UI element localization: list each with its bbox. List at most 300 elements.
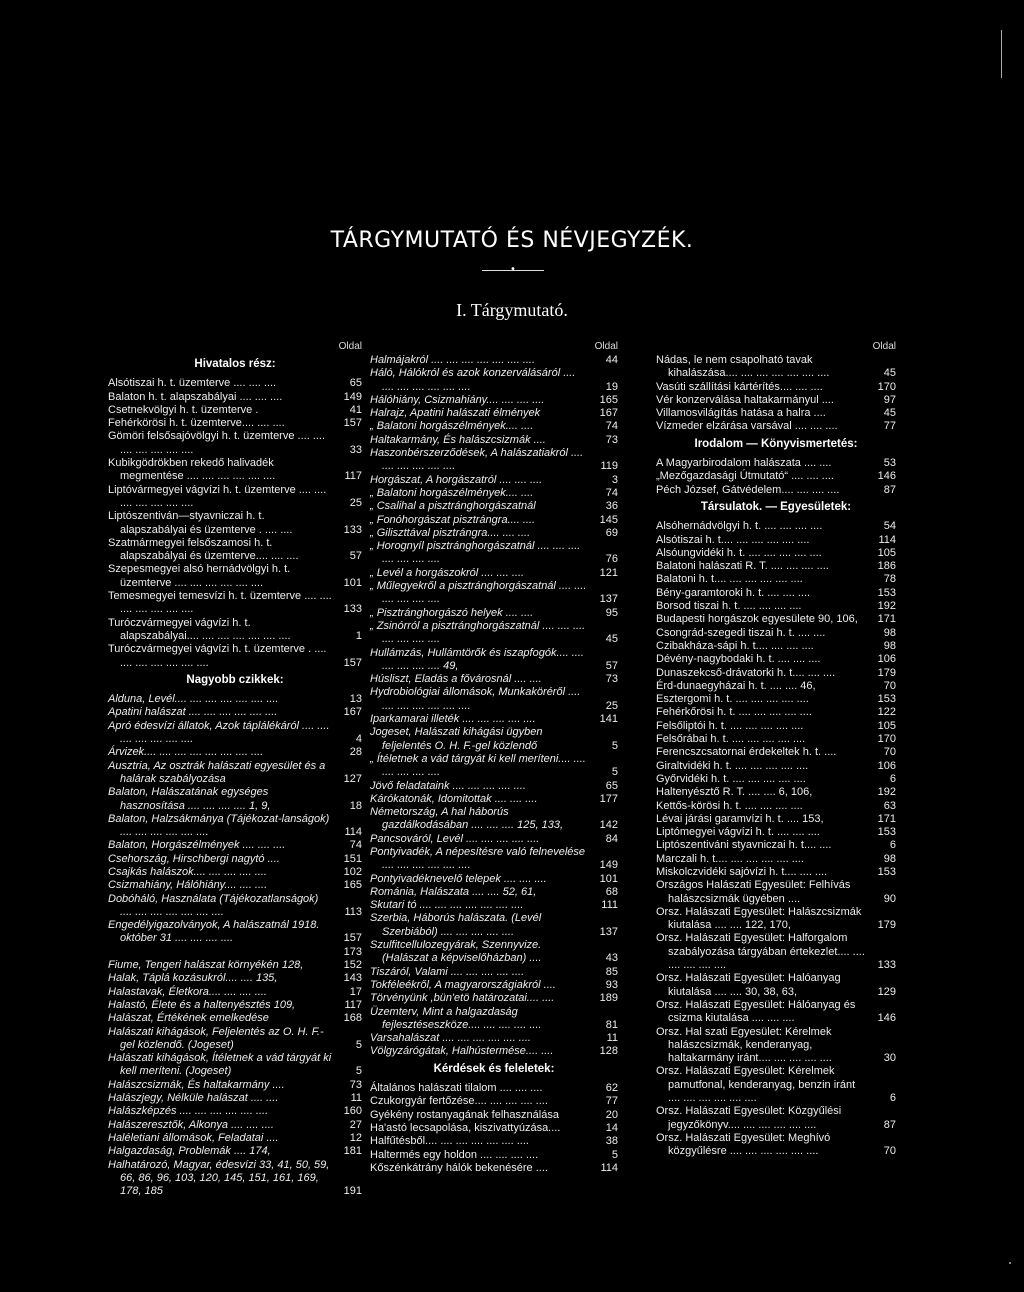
- index-entry: [370, 886, 618, 899]
- entry-page: 65: [349, 377, 362, 390]
- entry-page: 160: [343, 1105, 362, 1118]
- entry-page: 76: [605, 553, 618, 566]
- section-heading: Irodalom — Könyvismertetés:: [694, 437, 858, 450]
- entry-page: 105: [877, 546, 896, 559]
- entry-page: 6: [889, 1092, 896, 1105]
- index-entry: [108, 377, 362, 390]
- index-entry: [108, 391, 362, 404]
- entry-text: Orsz. Halászati Egyesület: Hálóanyag és csizma kiutalása .... .... ....: [656, 998, 856, 1025]
- page-title: TÁRGYMUTATÓ ÉS NÉVJEGYZÉK.: [330, 228, 694, 253]
- scan-edge-line: [1001, 30, 1002, 78]
- index-entry: [656, 706, 896, 719]
- entry-page: 181: [343, 1145, 362, 1158]
- entry-text: Románia, Halászata .... .... 52, 61,: [370, 885, 537, 898]
- entry-page: 153: [877, 693, 896, 706]
- entry-page: 151: [343, 852, 362, 865]
- index-entry: [656, 1065, 896, 1105]
- index-entry: [370, 966, 618, 979]
- index-entry: [108, 1012, 362, 1025]
- index-entry: [656, 932, 896, 972]
- index-entry: [108, 617, 362, 644]
- entry-page: 192: [877, 600, 896, 613]
- index-entry: [108, 510, 362, 537]
- entry-text: Vízmeder elzárása varsával .... .... ....: [656, 420, 838, 433]
- entry-text: „ Zsinórról a pisztránghorgászatnál .... .... .... .... .... .... ....: [370, 619, 586, 646]
- entry-page: 98: [883, 639, 896, 652]
- index-entry: [370, 407, 618, 420]
- index-entry: [370, 487, 618, 500]
- index-entry: [108, 1159, 362, 1199]
- entry-page: 69: [605, 526, 618, 539]
- entry-page: 45: [883, 367, 896, 380]
- entry-page: 137: [599, 925, 618, 938]
- entry-page: 122: [877, 706, 896, 719]
- entry-text: Haltermés egy holdon .... .... .... ....: [370, 1148, 539, 1161]
- entry-page: 77: [605, 1095, 618, 1108]
- entry-text: Ha'astó lecsapolása, kiszivattyúzása....: [370, 1121, 561, 1134]
- entry-text: Győrvidéki h. t. .... .... .... .... ....: [656, 772, 806, 785]
- index-entry: [370, 1006, 618, 1033]
- index-entry: [108, 999, 362, 1012]
- entry-text: Alsótiszai h. t. üzemterve .... .... ....: [108, 377, 277, 390]
- entry-page: 74: [605, 420, 618, 433]
- index-entry: [370, 912, 618, 939]
- entry-page: 11: [350, 1092, 362, 1105]
- index-entry: [370, 1162, 618, 1175]
- entry-page: 97: [883, 393, 896, 406]
- index-entry: [370, 1149, 618, 1162]
- index-entry: [656, 394, 896, 407]
- entry-text: Halászeresztők, Alkonya .... .... ....: [108, 1118, 274, 1131]
- entry-text: Csongrád-szegedi tiszai h. t. .... ....: [656, 626, 826, 639]
- entry-text: Orsz. Halászati Egyesület: Meghívó közgyűlésre .... .... .... .... .... ....: [656, 1131, 831, 1158]
- index-entry: [108, 866, 362, 879]
- entry-page: 81: [605, 1018, 618, 1031]
- entry-text: „ Giliszttával pisztrángra.... .... ....: [370, 526, 531, 539]
- entry-text: Országos Halászati Egyesület: Felhívás halászcsizmák ügyében ....: [656, 879, 851, 905]
- entry-page: 1: [355, 629, 362, 642]
- index-entry: [656, 853, 896, 866]
- entry-page: 28: [349, 746, 362, 759]
- entry-page: 170: [877, 380, 896, 393]
- index-entry: [108, 1145, 362, 1158]
- index-entry: [656, 972, 896, 999]
- entry-page: 5: [355, 1038, 362, 1051]
- index-entry: [656, 560, 896, 573]
- entry-page: 157: [343, 656, 362, 669]
- entry-page: 5: [611, 1148, 618, 1161]
- entry-page: 171: [877, 613, 896, 626]
- entry-page: 57: [349, 550, 362, 563]
- index-entry: [108, 946, 362, 959]
- entry-page: 101: [343, 576, 362, 589]
- entry-text: Kubikgödrökben rekedő halivadék megmentése .... .... .... .... .... ....: [108, 457, 276, 483]
- entry-page: 102: [343, 865, 362, 878]
- index-entry: [656, 720, 896, 733]
- entry-text: Balaton h. t. alapszabályai .... .... ....: [108, 390, 283, 403]
- index-entry: [656, 813, 896, 826]
- section-heading: Kérdések és feleletek:: [433, 1062, 555, 1075]
- entry-page: 165: [343, 879, 362, 892]
- index-entry: [108, 1132, 362, 1145]
- entry-page: 33: [349, 443, 362, 456]
- index-entry: [656, 457, 896, 470]
- section-heading: Hivatalos rész:: [194, 358, 276, 370]
- entry-text: Hálóhiány, Csizmahiány.... .... .... ....: [370, 393, 545, 406]
- index-entry: [370, 1135, 618, 1148]
- entry-page: 133: [343, 523, 362, 536]
- entry-page: 3: [611, 473, 618, 486]
- index-entry: [370, 833, 618, 846]
- entry-page: 90: [883, 892, 896, 905]
- index-entry: [656, 879, 896, 906]
- index-entry: [108, 853, 362, 866]
- index-entry: [656, 1132, 896, 1159]
- entry-page: 133: [343, 603, 362, 616]
- index-entry: [370, 367, 618, 394]
- entry-page: 167: [343, 706, 362, 719]
- entry-page: 153: [877, 586, 896, 599]
- entry-text: Liptómegyei vágvízi h. t. .... .... ....: [656, 826, 820, 839]
- index-entry: [108, 563, 362, 590]
- entry-text: Czukorgyár fertőzése.... .... .... .... ....: [370, 1095, 548, 1108]
- entry-page: 171: [877, 812, 896, 825]
- index-entry: [108, 813, 362, 840]
- entry-page: 149: [599, 859, 618, 872]
- entry-page: 133: [877, 959, 896, 972]
- entry-text: Czibakháza-sápi h. t.... .... .... ....: [656, 639, 814, 652]
- entry-page: 20: [605, 1108, 618, 1121]
- entry-page: 43: [605, 952, 618, 965]
- index-entry: [656, 420, 896, 433]
- index-entry: [656, 1026, 896, 1066]
- entry-page: 78: [883, 573, 896, 586]
- section-heading: Nagyobb czikkek:: [186, 673, 284, 686]
- entry-text: Hydrobiológiai állomások, Munkaköréről .... .... .... .... .... .... ....: [370, 686, 581, 712]
- entry-page: 18: [349, 799, 362, 812]
- index-entry: [370, 1109, 618, 1122]
- index-entry: [108, 1026, 362, 1053]
- index-entry: [370, 580, 618, 607]
- entry-text: Fiume, Tengeri halászat környékén 128,: [108, 959, 304, 972]
- entry-text: Érd-dunaegyházai h. t. .... .... 46,: [656, 679, 816, 692]
- index-entry: [108, 1105, 362, 1118]
- entry-page: 146: [877, 1012, 896, 1025]
- column-header: Oldal: [872, 341, 896, 352]
- entry-page: 73: [605, 673, 618, 686]
- entry-page: 93: [605, 978, 618, 991]
- entry-text: Engedélyigazolványok, A halászatnál 1918. október 31 .... .... .... ....: [108, 919, 320, 945]
- entry-text: Dobóháló, Használata (Tájékozatlanságok) .... .... .... .... .... .... ....: [108, 892, 319, 918]
- entry-page: 5: [611, 766, 618, 779]
- entry-text: Halastavak, Életkora.... .... .... ....: [108, 985, 267, 998]
- entry-text: Alsóungvidéki h. t. .... .... .... .... ....: [656, 546, 822, 559]
- entry-text: Kárókatonák, Idomitottak .... .... ....: [370, 792, 538, 805]
- entry-page: 106: [877, 759, 896, 772]
- index-entry: [370, 793, 618, 806]
- index-entry: [108, 760, 362, 787]
- index-entry: [108, 537, 362, 564]
- entry-page: 117: [344, 470, 362, 483]
- index-entry: [656, 866, 896, 879]
- entry-text: Varsahalászat .... .... .... .... .... ....: [370, 1032, 531, 1045]
- entry-text: Szatmármegyei felsőszamosi h. t. alapszabályai és üzemterve.... .... ....: [108, 536, 299, 563]
- entry-page: 11: [606, 1032, 618, 1045]
- entry-page: 13: [349, 693, 362, 706]
- title-ornament: •: [510, 264, 516, 275]
- entry-page: 141: [599, 713, 618, 726]
- index-entry: [370, 899, 618, 912]
- index-entry: [108, 879, 362, 892]
- entry-text: Villamosvilágítás hatása a halra ....: [656, 407, 826, 420]
- entry-page: 65: [605, 779, 618, 792]
- index-column-3: [656, 340, 896, 1159]
- entry-page: 153: [877, 826, 896, 839]
- entry-text: Alsóhernádvölgyi h. t. .... .... .... ....: [656, 520, 823, 533]
- entry-text: Halászképzés .... .... .... .... .... ....: [108, 1105, 269, 1118]
- index-entry: [108, 693, 362, 706]
- entry-page: 17: [349, 985, 362, 998]
- index-entry: [370, 992, 618, 1005]
- entry-page: 4: [355, 733, 362, 746]
- entry-text: Jövő feladataink .... .... .... .... ....: [370, 779, 526, 792]
- entry-text: Szerbia, Háborús halászata. (Levél Szerbiából) .... .... .... .... ....: [370, 912, 542, 938]
- entry-page: 62: [605, 1082, 618, 1095]
- entry-page: 27: [349, 1118, 362, 1131]
- entry-page: 170: [877, 733, 896, 746]
- index-entry: [656, 760, 896, 773]
- index-entry: [370, 434, 618, 447]
- index-entry: [656, 1105, 896, 1132]
- entry-text: „ Levél a horgászokról .... .... ....: [370, 566, 525, 579]
- index-entry: [370, 1095, 618, 1108]
- entry-page: 87: [883, 483, 896, 496]
- entry-text: Hullámzás, Hullámtörők és iszapfogók.... .... .... .... .... .... 49,: [370, 646, 584, 672]
- index-entry: [656, 484, 896, 497]
- entry-page: 114: [344, 826, 362, 839]
- index-entry: [656, 693, 896, 706]
- index-entry: [370, 607, 618, 620]
- entry-text: Ferencszcsatornai érdekeltek h. t. ....: [656, 746, 837, 759]
- entry-text: „ Balatoni horgászélmények.... ....: [370, 420, 534, 433]
- index-entry: [656, 407, 896, 420]
- index-entry: [656, 587, 896, 600]
- entry-text: Halgazdaság, Problemák .... 174,: [108, 1145, 271, 1158]
- entry-page: 25: [605, 699, 618, 712]
- entry-page: 85: [605, 965, 618, 978]
- entry-page: 5: [611, 739, 618, 752]
- entry-text: Halászcsizmák, És haltakarmány ....: [108, 1078, 285, 1091]
- entry-text: Horgászat, A horgászatról .... .... ....: [370, 473, 543, 486]
- index-entry: [370, 726, 618, 753]
- section-heading: Társulatok. — Egyesületek:: [700, 500, 852, 513]
- entry-text: „ Pisztránghorgászó helyek .... ....: [370, 606, 534, 619]
- index-entry: [370, 1032, 618, 1045]
- entry-page: 30: [883, 1052, 896, 1065]
- entry-text: Szulfitcellulozegyárak, Szennyvize. (Halászat a képviselőházban) ....: [370, 939, 542, 965]
- entry-text: Halászati kihágások, Ítéletnek a vád tárgyát ki kell meríteni. (Jogeset): [108, 1052, 332, 1078]
- entry-page: 70: [883, 1145, 896, 1158]
- entry-page: 45: [605, 633, 618, 646]
- entry-text: Haléletiani állomások, Feladatai ....: [108, 1131, 279, 1144]
- entry-text: „ Horognyíl pisztránghorgászatnál .... .... .... .... .... .... ....: [370, 540, 581, 566]
- entry-page: 54: [883, 520, 896, 533]
- entry-text: Halak, Táplá kozásukról.... .... 135,: [108, 972, 278, 985]
- index-entry: [370, 1045, 618, 1058]
- entry-page: 19: [605, 380, 618, 393]
- entry-text: Völgyzárógátak, Halhústermése.... ....: [370, 1045, 554, 1058]
- entry-text: „ Fonóhorgászat pisztrángra.... ....: [370, 513, 536, 526]
- index-entry: [108, 1092, 362, 1105]
- page-subtitle: I. Tárgymutató.: [456, 300, 568, 320]
- entry-text: Jogeset, Halászati kihágási ügyben feljelentés O. H. F.-gel közlendő: [370, 726, 543, 752]
- entry-page: 105: [877, 719, 896, 732]
- index-entry: [108, 404, 362, 417]
- entry-text: „ Balatoni horgászélmények.... ....: [370, 486, 534, 499]
- entry-text: Nádas, le nem csapolható tavak kihalászása.... .... .... .... .... .... ....: [656, 354, 830, 380]
- entry-text: Gömöri felsősajóvölgyi h. t. üzemterve .... .... .... .... .... .... ....: [108, 430, 326, 456]
- entry-text: Halhatározó, Magyar, édesvízi 33, 41, 50, 59, 66, 86, 96, 103, 120, 145, 151, 161, 169, 178, 185: [108, 1158, 330, 1198]
- entry-page: 70: [883, 746, 896, 759]
- index-entry: [370, 420, 618, 433]
- entry-text: Kettős-körösi h. t. .... .... .... ....: [656, 799, 803, 812]
- index-entry: [108, 720, 362, 747]
- entry-text: Skutari tó .... .... .... .... .... .... ....: [370, 899, 524, 912]
- entry-text: Miskolczvidéki sajóvízi h. t.... .... ....: [656, 865, 828, 878]
- index-entry: [108, 986, 362, 999]
- entry-page: 98: [883, 626, 896, 639]
- entry-page: 53: [883, 457, 896, 470]
- index-entry: [656, 773, 896, 786]
- entry-text: Budapesti horgászok egyesülete 90, 106,: [656, 613, 858, 626]
- entry-text: Turóczvármegyei vágvízi h. t. alapszabályai.... .... .... .... .... .... ....: [108, 616, 291, 642]
- entry-page: 36: [605, 500, 618, 513]
- index-entry: [656, 354, 896, 381]
- index-entry: [108, 417, 362, 430]
- entry-page: 12: [349, 1131, 362, 1144]
- entry-text: Csehország, Hirschbergi nagytó ....: [108, 852, 280, 865]
- entry-text: Tokféleékről, A magyarországiakról ....: [370, 978, 556, 991]
- entry-page: 6: [889, 772, 896, 785]
- index-entry: [370, 713, 618, 726]
- entry-text: Marczali h. t.... .... .... .... .... ....: [656, 852, 804, 865]
- entry-text: Vér konzerválása haltakarmányul ....: [656, 393, 834, 406]
- entry-text: Szepesmegyei alsó hernádvölgyi h. t. üzemterve .... .... .... .... .... ....: [108, 563, 291, 589]
- entry-text: Pontyivadéknevelő telepek .... .... ....: [370, 872, 547, 885]
- entry-page: 153: [877, 865, 896, 878]
- index-entry: [370, 514, 618, 527]
- entry-text: Halrajz, Apatini halászati élmények: [370, 407, 541, 420]
- index-entry: [656, 640, 896, 653]
- entry-page: 38: [605, 1135, 618, 1148]
- entry-page: 111: [601, 899, 618, 912]
- index-entry: [108, 1052, 362, 1079]
- index-entry: [656, 800, 896, 813]
- index-entry: [370, 979, 618, 992]
- index-entry: [656, 600, 896, 613]
- index-entry: [370, 686, 618, 713]
- entry-page: 74: [349, 839, 362, 852]
- index-entry: [108, 919, 362, 946]
- index-entry: [656, 653, 896, 666]
- entry-page: 128: [599, 1045, 618, 1058]
- entry-text: Orsz. Halászati Egyesület: Közgyűlési jegyzőkönyv.... .... .... .... .... ....: [656, 1105, 842, 1131]
- entry-text: Csajkás halászok.... .... .... .... ....: [108, 865, 267, 878]
- entry-text: A Magyarbirodalom halászata .... ....: [656, 457, 832, 470]
- entry-page: 44: [605, 354, 618, 366]
- entry-page: 189: [599, 992, 618, 1005]
- entry-text: Borsod tiszai h. t. .... .... .... ....: [656, 600, 802, 613]
- entry-text: Apatini halászat .... .... .... .... .... ....: [108, 706, 278, 719]
- entry-page: 177: [599, 792, 618, 805]
- index-entry: [108, 590, 362, 617]
- index-entry: [370, 806, 618, 833]
- index-entry: [370, 527, 618, 540]
- entry-text: „Mezőgazdasági Útmutató“ .... .... ....: [656, 470, 834, 483]
- entry-page: 101: [599, 872, 618, 885]
- entry-page: 117: [344, 998, 362, 1011]
- entry-text: Üzemterv, Mint a halgazdaság fejlesztéseszköze.... .... .... .... ....: [370, 1005, 542, 1031]
- entry-text: Halastó, Élete és a haltenyésztés 109,: [108, 998, 296, 1011]
- entry-page: 84: [605, 832, 618, 845]
- index-entry: [108, 959, 362, 972]
- entry-page: 186: [877, 560, 896, 573]
- index-entry: [370, 500, 618, 513]
- index-entry: [370, 567, 618, 580]
- entry-text: Húsliszt, Eladás a fővárosnál .... ....: [370, 673, 542, 686]
- index-entry: [108, 430, 362, 457]
- entry-text: Halászjegy, Nélküle halászat .... ....: [108, 1092, 279, 1105]
- entry-text: Ausztria, Az osztrák halászati egyesület és a halárak szabályozása: [108, 759, 326, 785]
- index-entry: [370, 474, 618, 487]
- index-entry: [370, 647, 618, 674]
- entry-page: 119: [600, 460, 618, 473]
- index-entry: [370, 540, 618, 567]
- entry-text: Orsz. Halászati Egyesület: Halforgalom szabályozása tárgyában értekezlet.... .... .... .... .... ....: [656, 932, 865, 972]
- index-entry: [656, 786, 896, 799]
- entry-text: Németország, A hal háborús gazdálkodásában .... .... .... 125, 133,: [370, 806, 564, 832]
- entry-text: Fehérkőrösi h. t. .... .... .... .... ....: [656, 706, 812, 719]
- entry-text: Törvényünk ,bün'etö határozatai.... ....: [370, 992, 555, 1005]
- entry-page: 113: [344, 905, 362, 918]
- index-entry: [108, 484, 362, 511]
- entry-text: Orsz. Halászati Egyesület: Halászcsizmák kiutalása .... .... 122, 170,: [656, 905, 862, 932]
- entry-page: 114: [878, 533, 896, 546]
- entry-text: Péch József, Gátvédelem.... .... .... ....: [656, 483, 840, 496]
- entry-text: Háló, Hálókról és azok konzerválásáról .... .... .... .... .... .... ....: [370, 367, 576, 393]
- index-entry: [370, 939, 618, 966]
- index-entry: [108, 972, 362, 985]
- entry-text: Csizmahiány, Hálóhiány.... .... ....: [108, 879, 268, 892]
- index-entry: [370, 753, 618, 780]
- entry-text: Dévény-nagybodaki h. t. .... .... ....: [656, 653, 821, 666]
- index-entry: [108, 786, 362, 813]
- entry-text: Haltenyésztő R. T. .... .... 6, 106,: [656, 786, 813, 799]
- entry-page: 143: [343, 972, 362, 985]
- index-entry: [370, 673, 618, 686]
- index-entry: [656, 470, 896, 483]
- entry-page: 152: [343, 959, 362, 972]
- index-entry: [656, 826, 896, 839]
- entry-page: 168: [343, 1012, 362, 1025]
- entry-page: 63: [883, 799, 896, 812]
- entry-page: 74: [605, 486, 618, 499]
- entry-page: 68: [605, 885, 618, 898]
- entry-page: 77: [883, 420, 896, 433]
- entry-page: 179: [877, 919, 896, 932]
- entry-text: Felsőliptói h. t. .... .... .... .... ....: [656, 719, 804, 732]
- entry-text: Halászati kihágások, Feljelentés az O. H. F.-gel közlendő. (Jogeset): [108, 1025, 324, 1051]
